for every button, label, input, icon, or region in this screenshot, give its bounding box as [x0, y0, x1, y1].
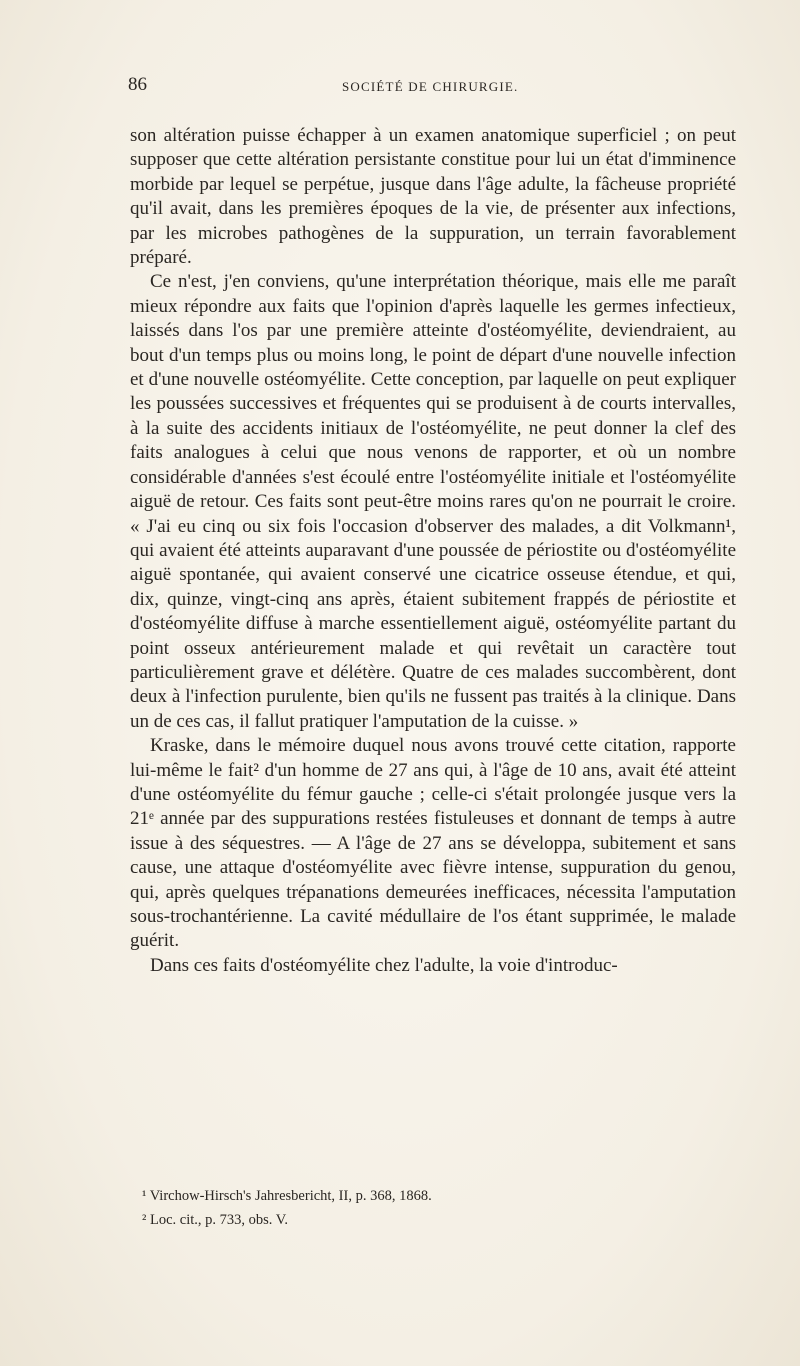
paragraph-2: Ce n'est, j'en conviens, qu'une interprétation théorique, mais elle me paraît mieux répondre aux faits que l'opinion d'après laquelle les germes infectieux, laissés dans l'os par une première atteinte d'ostéomyélite, deviendraient, au bout d'un temps plus ou moins long, le point de départ d'une nouvelle infection et d'une nouvelle ostéomyélite. Cette conception, par laquelle on peut expliquer les poussées successives et fréquentes qui se produisent à de courts intervalles, à la suite des accidents initiaux de l'ostéomyélite, ne peut donner la clef des faits analogues à celui que nous venons de rapporter, et où un nombre considérable d'années s'est écoulé entre l'ostéomyélite initiale et l'ostéomyélite aiguë de retour. Ces faits sont peut-être moins rares qu'on ne pourrait le croire. « J'ai eu cinq ou six fois l'occasion d'observer des malades, a dit Volkmann¹, qui avaient été atteints auparavant d'une poussée de périostite ou d'ostéomyélite aiguë spontanée, qui avaient conservé une cicatrice osseuse étendue, et qui, dix, quinze, vingt-cinq ans après, étaient subitement frappés de périostite et d'ostéomyélite diffuse à marche essentiellement aiguë, ostéomyélite partant du point osseux antérieurement malade et qui revêtait un caractère tout particulièrement grave et délétère. Quatre de ces malades succombèrent, dont deux à l'infection purulente, bien qu'ils ne fussent pas traités à la clinique. Dans un de ces cas, il fallut pratiquer l'amputation de la cuisse. »: [130, 271, 736, 732]
paragraph-1: son altération puisse échapper à un examen anatomique superficiel ; on peut supposer que cette altération persistante constitue pour lui un état d'imminence morbide par lequel se perpétue, jusque dans l'âge adulte, la fâcheuse propriété qu'il avait, dans les premières époques de la vie, de présenter aux infections, par les microbes pathogènes de la suppuration, un terrain favorablement préparé.: [130, 125, 736, 269]
body-text: [130, 124, 736, 978]
page-number: 86: [128, 74, 147, 95]
paragraph-4: Dans ces faits d'ostéomyélite chez l'adulte, la voie d'introduc-: [150, 954, 618, 976]
running-head: SOCIÉTÉ DE CHIRURGIE.: [342, 79, 519, 94]
footnote-1: ¹ Virchow-Hirsch's Jahresbericht, II, p. 368, 1868.: [142, 1188, 432, 1204]
footnotes: [130, 1184, 736, 1232]
page-header: [128, 74, 738, 100]
paragraph-3: Kraske, dans le mémoire duquel nous avons trouvé cette citation, rapporte lui-même le fait² d'un homme de 27 ans qui, à l'âge de 10 ans, avait été atteint d'une ostéomyélite du fémur gauche ; celle-ci s'était prolongée jusque vers la 21ᵉ année par des suppurations restées fistuleuses et donnant de temps à autre issue à des séquestres. — A l'âge de 27 ans se développa, subitement et sans cause, une attaque d'ostéomyélite avec fièvre intense, suppuration du genou, qui, après quelques trépanations demeurées inefficaces, nécessita l'amputation sous-trochantérienne. La cavité médullaire de l'os étant supprimée, le malade guérit.: [130, 735, 736, 952]
footnote-2: ² Loc. cit., p. 733, obs. V.: [142, 1212, 288, 1228]
